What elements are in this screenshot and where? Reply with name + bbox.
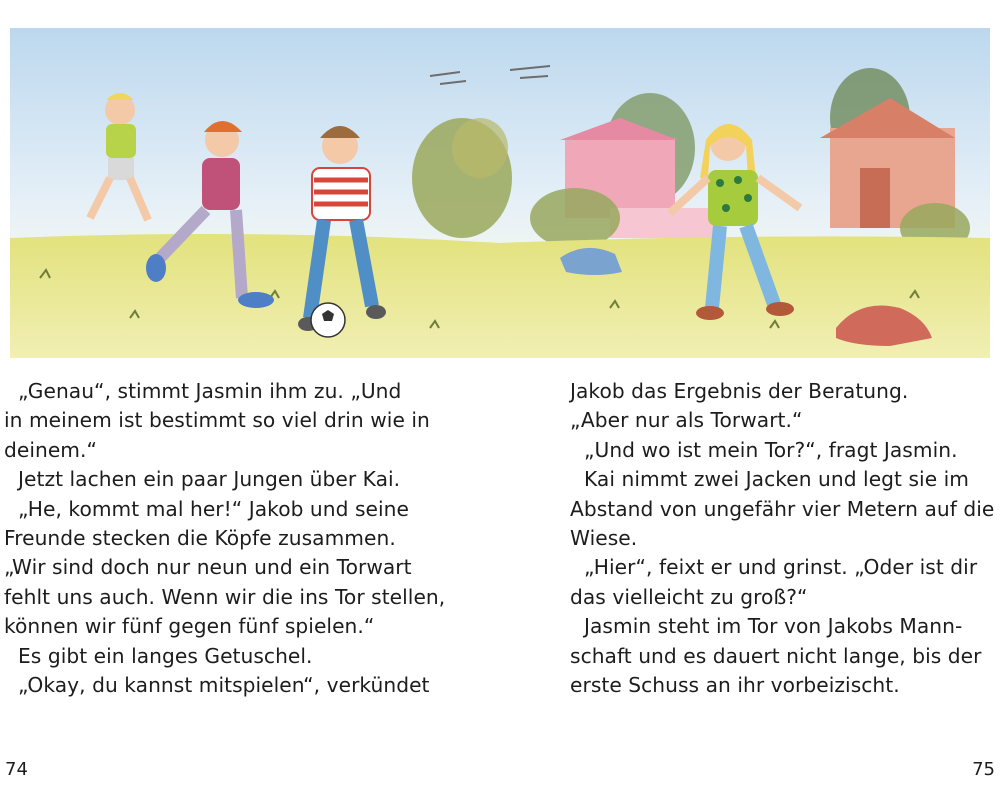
text-line: Jasmin steht im Tor von Jakobs Mann- xyxy=(584,614,963,639)
text-line: können wir fünf gegen fünf spielen.“ xyxy=(4,614,375,639)
text-line: fehlt uns auch. Wenn wir die ins Tor stellen, xyxy=(4,584,446,609)
text-line: Abstand von ungefähr vier Metern auf die xyxy=(570,496,995,521)
text-line: schaft und es dauert nicht lange, bis der xyxy=(570,643,982,668)
text-line: Kai nimmt zwei Jacken und legt sie im xyxy=(584,467,970,492)
text-line: „Genau“, stimmt Jasmin ihm zu. „Und xyxy=(18,379,402,403)
text-line: Jetzt lachen ein paar Jungen über Kai. xyxy=(18,467,401,492)
text-line: „He, kommt mal her!“ Jakob und seine xyxy=(18,496,409,521)
text-line: Wiese. xyxy=(570,526,638,551)
text-line: „Und wo ist mein Tor?“, fragt Jasmin. xyxy=(584,437,958,462)
text-line: deinem.“ xyxy=(4,437,97,462)
left-page-text xyxy=(4,377,474,700)
text-line: Freunde stecken die Köpfe zusammen. xyxy=(4,526,396,551)
text-line: „Okay, du kannst mitspielen“, verkündet xyxy=(18,673,430,698)
page-number-left: 74 xyxy=(5,759,28,780)
text-line: Es gibt ein langes Getuschel. xyxy=(18,643,313,668)
trees-left xyxy=(412,118,512,238)
right-page-text xyxy=(570,377,995,700)
text-line: „Hier“, feixt er und grinst. „Oder ist dir xyxy=(584,555,978,580)
text-line: „Aber nur als Torwart.“ xyxy=(570,408,803,433)
text-line: in meinem ist bestimmt so viel drin wie in xyxy=(4,408,430,433)
page-number-right: 75 xyxy=(972,759,995,780)
text-line: das vielleicht zu groß?“ xyxy=(570,584,808,609)
text-line: Jakob das Ergebnis der Beratung. xyxy=(570,379,909,403)
text-line: „Wir sind doch nur neun und ein Torwart xyxy=(4,555,412,580)
text-line: erste Schuss an ihr vorbeizischt. xyxy=(570,673,900,698)
football-ball xyxy=(311,303,345,337)
illustration-children-playing-football xyxy=(10,28,990,358)
